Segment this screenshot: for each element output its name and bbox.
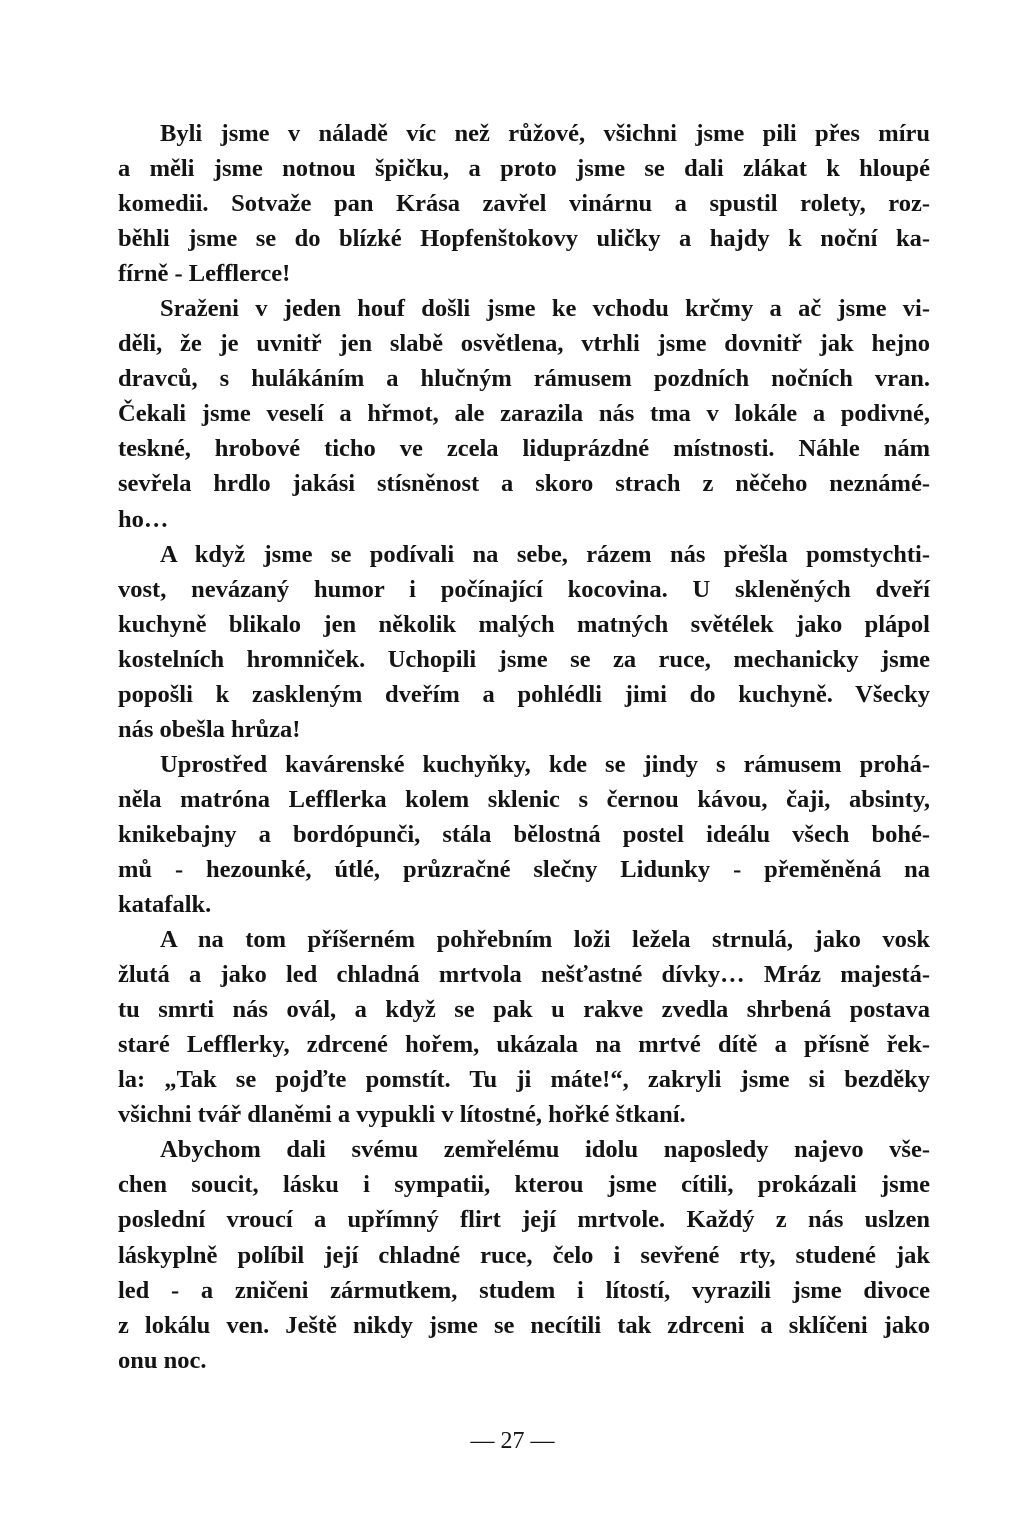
paragraph [118,291,930,536]
paragraph [118,537,930,747]
text-line: staré Lefflerky, zdrcené hořem, ukázala na mrtvé dítě a přísně řek- [118,1031,930,1059]
text-line: katafalk. [118,891,212,919]
text-line: a měli jsme notnou špičku, a proto jsme se dali zlákat k hloupé [118,155,930,183]
text-line: A na tom příšerném pohřebním loži ležela strnulá, jako vosk [160,926,930,954]
text-line: Abychom dali svému zemřelému idolu naposledy najevo vše- [160,1136,930,1164]
text-line: Uprostřed kavárenské kuchyňky, kde se jindy s rámusem prohá- [160,750,930,778]
text-line: teskné, hrobové ticho ve zcela liduprázdné místnosti. Náhle nám [118,435,930,463]
text-line: fírně - Lefflerce! [118,260,291,288]
text-line: knikebajny a bordópunči, stála bělostná postel ideálu všech bohé- [118,820,930,848]
text-line: láskyplně políbil její chladné ruce, čelo i sevřené rty, studené jak [118,1241,930,1269]
text-line: vost, nevázaný humor i počínající kocovina. U skleněných dveří [118,575,930,603]
text-line: něla matróna Lefflerka kolem sklenic s černou kávou, čaji, absinty, [118,785,930,813]
text-line: kostelních hromniček. Uchopili jsme se za ruce, mechanicky jsme [118,645,930,673]
paragraph [118,1132,930,1377]
text-line: led - a zničeni zármutkem, studem i lítostí, vyrazili jsme divoce [118,1276,930,1304]
text-line: z lokálu ven. Ještě nikdy jsme se necítili tak zdrceni a sklíčeni jako [118,1311,930,1339]
text-line: mů - hezounké, útlé, průzračné slečny Lidunky - přeměněná na [118,855,930,883]
text-line: komedii. Sotvaže pan Krása zavřel vinárnu a spustil rolety, roz- [118,190,930,218]
text-line: všichni tvář dlaněmi a vypukli v lítostné, hořké štkaní. [118,1101,686,1129]
text-line: Sraženi v jeden houf došli jsme ke vchodu krčmy a ač jsme vi- [160,295,930,323]
text-line: tu smrti nás ovál, a když se pak u rakve zvedla shrbená postava [118,996,930,1024]
text-line: onu noc. [118,1346,207,1374]
text-line: poslední vroucí a upřímný flirt její mrtvole. Každý z nás uslzen [118,1206,930,1234]
text-line: dravců, s hulákáním a hlučným rámusem pozdních nočních vran. [118,365,930,393]
text-line: žlutá a jako led chladná mrtvola nešťastné dívky… Mráz majestá- [118,961,930,989]
text-line: nás obešla hrůza! [118,715,301,743]
paragraph [118,922,930,1132]
text-line: kuchyně blikalo jen několik malých matných světélek jako plápol [118,610,930,638]
paragraph [118,747,930,922]
text-line: popošli k zaskleným dveřím a pohlédli jimi do kuchyně. Všecky [118,680,930,708]
text-line: A když jsme se podívali na sebe, rázem nás přešla pomstychti- [160,540,930,568]
page-body-text [118,116,930,1378]
text-line: Čekali jsme veselí a hřmot, ale zarazila nás tma v lokále a podivné, [118,400,930,428]
text-line: sevřela hrdlo jakási stísněnost a skoro strach z něčeho neznámé- [118,470,930,498]
text-line: Byli jsme v náladě víc než růžové, všichni jsme pili přes míru [160,120,930,147]
page-number: — 27 — [470,1428,555,1454]
text-line: děli, že je uvnitř jen slabě osvětlena, vtrhli jsme dovnitř jak hejno [118,330,930,358]
text-line: la: „Tak se pojďte pomstít. Tu ji máte!“, zakryli jsme si bezděky [118,1066,930,1094]
paragraph [118,116,930,291]
text-line: běhli jsme se do blízké Hopfenštokovy uličky a hajdy k noční ka- [118,225,930,253]
text-line: chen soucit, lásku i sympatii, kterou jsme cítili, prokázali jsme [118,1171,930,1199]
text-line: ho… [118,505,169,533]
